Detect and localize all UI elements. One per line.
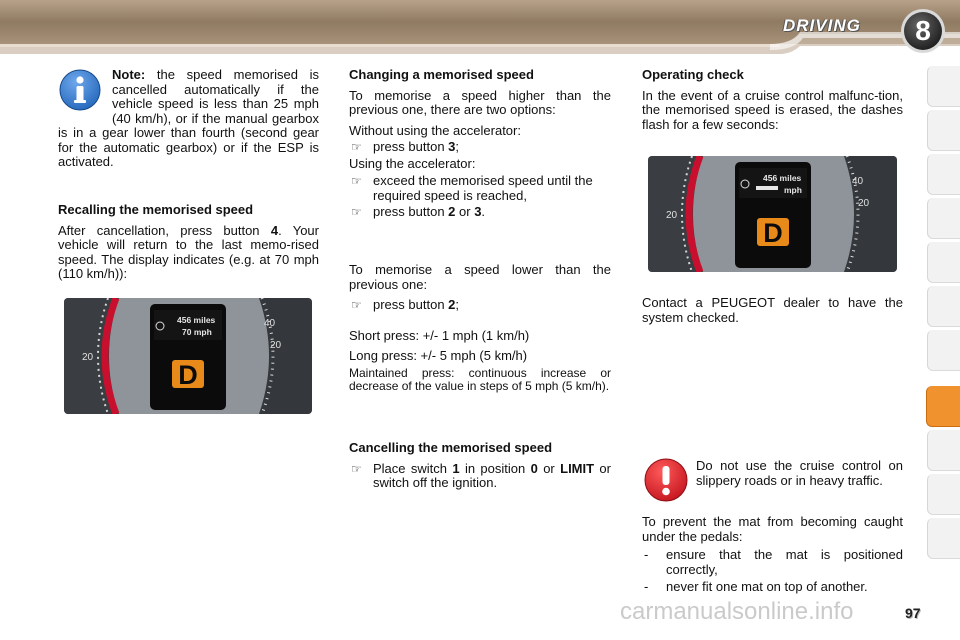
pointing-hand-icon: ☞ — [351, 140, 362, 154]
display2-line1: 456 miles — [763, 173, 802, 183]
list-item: ☞ press button 3; — [351, 139, 460, 154]
chapter-tab[interactable] — [927, 430, 960, 471]
op-heading: Operating check — [642, 67, 744, 82]
list-item: ☞ Place switch 1 in position 0 or LIMIT or switch off the ignition. — [351, 460, 611, 490]
pointing-hand-icon: ☞ — [351, 205, 362, 219]
warning-text: Do not use the cruise control on slippery roads or in heavy traffic. — [696, 458, 903, 488]
display2-dashes — [756, 186, 778, 190]
chapter-number: 8 — [915, 15, 931, 46]
press-steps — [349, 329, 611, 399]
svg-text:40: 40 — [264, 318, 276, 329]
note-label: Note: — [112, 67, 146, 82]
cancel-heading: Cancelling the memorised speed — [349, 440, 553, 455]
chapter-tab[interactable] — [927, 474, 960, 515]
button-2: 2 — [448, 204, 456, 219]
chapter-tab[interactable] — [927, 154, 960, 195]
operating-check-section — [642, 68, 903, 138]
display1-line1: 456 miles — [177, 315, 216, 325]
svg-text:20: 20 — [858, 198, 870, 209]
recall-text-a: After cancellation, press button — [58, 222, 271, 238]
dash-bullet: - — [644, 547, 649, 562]
cancel-rest-text: or switch off the ignition. — [373, 460, 611, 490]
list-item: ☞ press button 2; — [351, 297, 460, 312]
contact-text: Contact a PEUGEOT dealer to have the system checked. — [642, 295, 903, 325]
display2-line2: mph — [784, 185, 802, 195]
change-heading: Changing a memorised speed — [349, 67, 534, 82]
display1-gear: D — [178, 360, 198, 390]
recall-button-number: 4 — [270, 222, 279, 238]
chapter-tab[interactable] — [927, 66, 960, 107]
note-block — [58, 68, 319, 170]
chapter-tab-strip — [927, 66, 960, 574]
in-position-text: in position — [459, 460, 531, 476]
mat-item-2: never fit one mat on top of another. — [666, 579, 868, 594]
display1-line2: 70 mph — [182, 327, 212, 337]
chapter-tab[interactable] — [927, 242, 960, 283]
mat-section — [642, 515, 903, 596]
higher-intro: To memorise a speed higher than the previous one, there are two options: — [349, 87, 611, 117]
without-accelerator: Without using the accelerator: — [349, 122, 521, 138]
button-3: 3 — [448, 139, 456, 154]
or-text: or — [455, 204, 475, 219]
long-press: Long press: +/- 5 mph (5 km/h) — [349, 347, 528, 363]
svg-text:40: 40 — [852, 176, 864, 187]
button-3: 3 — [474, 204, 482, 219]
icon-spacer — [58, 68, 112, 116]
dash-bullet: - — [644, 579, 649, 594]
chapter-tab[interactable] — [927, 330, 960, 371]
recall-text-b: . Your vehicle will return to the last memo-rised speed. The display indicates (e.g. at 70 mph (110 km/h)): — [58, 222, 319, 281]
change-section — [349, 68, 611, 222]
watermark: carmanualsonline.info — [620, 598, 854, 625]
maintained-press: Maintained press: continuous increase or decrease of the value in steps of 5 mph (5 km/h). — [349, 366, 611, 393]
op-text: In the event of a cruise control malfunc-tion, the memorised speed is erased, the dashes flash for a few seconds: — [642, 87, 903, 132]
button-2: 2 — [448, 297, 456, 312]
svg-text:20: 20 — [666, 210, 678, 221]
chapter-tab[interactable] — [927, 110, 960, 151]
exceed-text: exceed the memorised speed until the required speed is reached, — [373, 173, 593, 203]
chapter-tab[interactable] — [927, 198, 960, 239]
contact-dealer — [642, 296, 903, 331]
warning-icon — [644, 458, 688, 502]
position-0: 0 — [530, 460, 538, 476]
list-item — [642, 580, 903, 595]
pointing-hand-icon: ☞ — [351, 461, 362, 476]
press-button-text: press button — [373, 204, 449, 219]
using-accelerator: Using the accelerator: — [349, 155, 476, 171]
warning-text-block — [696, 459, 903, 494]
recall-section — [58, 203, 319, 288]
mat-intro: To prevent the mat from becoming caught under the pedals: — [642, 514, 903, 544]
instrument-display-image-malfunction — [648, 156, 897, 272]
svg-text:20: 20 — [270, 340, 282, 351]
limit-label: LIMIT — [560, 460, 595, 476]
cancel-section — [349, 441, 611, 493]
recall-heading: Recalling the memorised speed — [58, 202, 254, 217]
mat-item-1: ensure that the mat is positioned correctly, — [666, 547, 903, 577]
svg-text:20: 20 — [82, 352, 94, 363]
display2-gear: D — [763, 218, 783, 248]
pointing-hand-icon: ☞ — [351, 174, 362, 188]
chapter-title: DRIVING — [783, 16, 861, 35]
page-number: 97 — [905, 605, 921, 621]
place-switch-text: Place switch — [373, 460, 453, 476]
chapter-header — [0, 0, 960, 54]
list-item — [642, 548, 903, 577]
lower-section — [349, 263, 611, 315]
list-item — [349, 174, 611, 203]
lower-intro: To memorise a speed lower than the previous one: — [349, 262, 611, 292]
short-press: Short press: +/- 1 mph (1 km/h) — [349, 328, 530, 343]
switch-1: 1 — [452, 460, 460, 476]
instrument-display-image-memorised — [64, 298, 312, 414]
chapter-tab[interactable] — [927, 518, 960, 559]
press-button-text: press button — [373, 139, 449, 154]
press-button-text: press button — [373, 297, 449, 312]
chapter-tab-active[interactable] — [926, 386, 960, 427]
list-item: ☞ press button 2 or 3. — [351, 204, 486, 219]
pointing-hand-icon: ☞ — [351, 298, 362, 312]
note-text: the speed memorised is cancelled automatically if the vehicle speed is less than 25 mph (40 km/h), or if the manual gearbox is in a gear lower than fourth (second gear for the automatic gearbox) or if the ESP is activated. — [58, 67, 319, 169]
chapter-tab[interactable] — [927, 286, 960, 327]
